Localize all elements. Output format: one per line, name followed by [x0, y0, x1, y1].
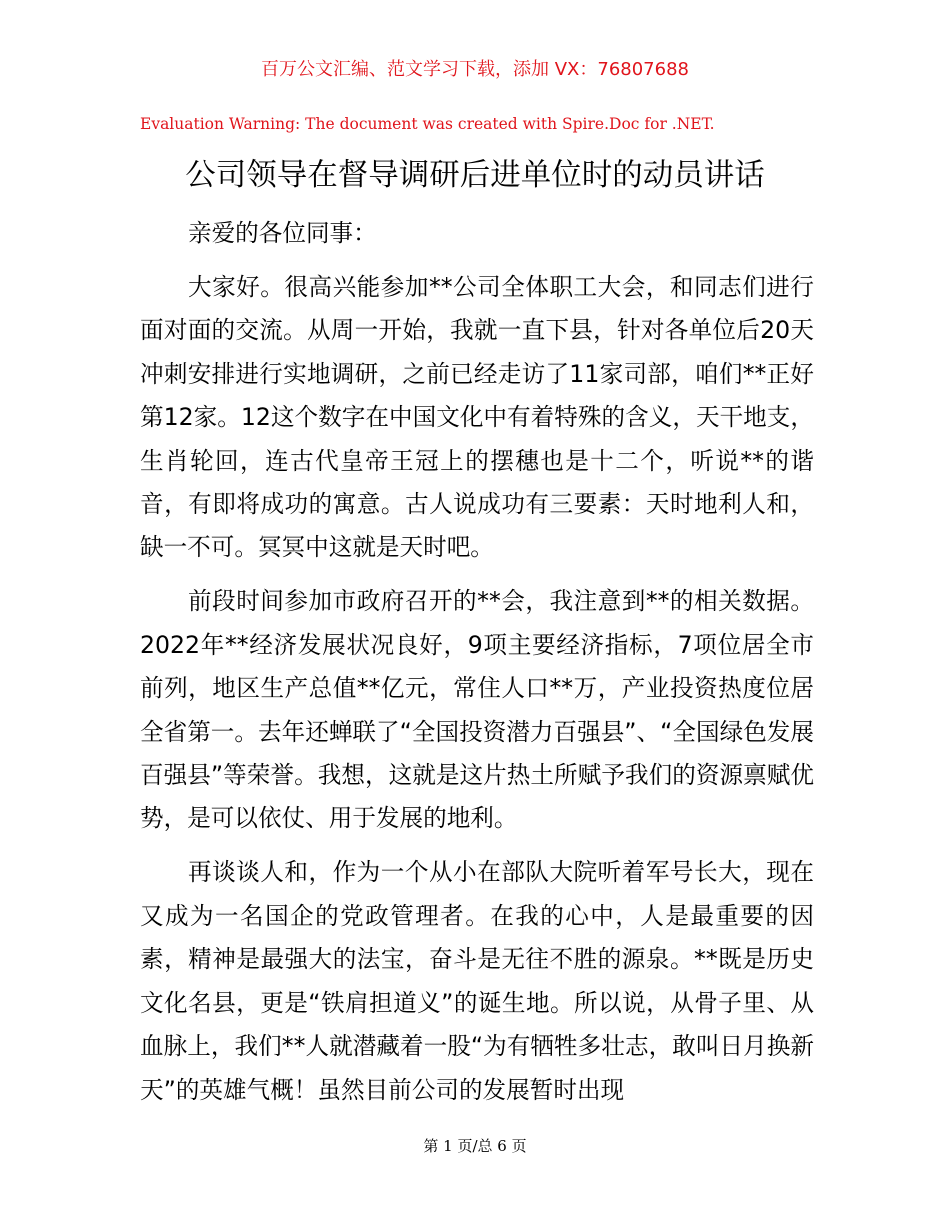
- page-number-footer: 第 1 页/总 6 页: [423, 1137, 527, 1155]
- document-title: 公司领导在督导调研后进单位时的动员讲话: [185, 158, 765, 193]
- paragraph-3: 再谈谈人和，作为一个从小在部队大院听着军号长大，现在又成为一名国企的党政管理者。在我的心中，人是最重要的因素，精神是最强大的法宝，奋斗是无往不胜的源泉。**既是历史文化名县，更是“铁肩担道义”的诞生地。所以说，从骨子里、从血脉上，我们**人就潜藏着一股“为有牺牲多壮志，敢叫日月换新天”的英雄气概！虽然目前公司的发展暂时出现: [140, 858, 814, 1104]
- salutation: 亲爱的各位同事：: [188, 219, 377, 247]
- header-banner: 百万公文汇编、范文学习下载，添加 VX：76807688: [261, 59, 689, 80]
- evaluation-warning: Evaluation Warning: The document was created with Spire.Doc for .NET.: [140, 115, 715, 133]
- paragraph-2: 前段时间参加市政府召开的**会，我注意到**的相关数据。2022年**经济发展状况良好，9项主要经济指标，7项位居全市前列，地区生产总值**亿元，常住人口**万，产业投资热度位居全省第一。去年还蝉联了“全国投资潜力百强县”、“全国绿色发展百强县”等荣誉。我想，这就是这片热土所赋予我们的资源禀赋优势，是可以依仗、用于发展的地利。: [140, 587, 814, 833]
- document-body: [140, 212, 814, 1123]
- paragraph-1: 大家好。很高兴能参加**公司全体职工大会，和同志们进行面对面的交流。从周一开始，我就一直下县，针对各单位后20天冲刺安排进行实地调研，之前已经走访了11家司部，咱们**正好第12家。12这个数字在中国文化中有着特殊的含义，天干地支，生肖轮回，连古代皇帝王冠上的摆穗也是十二个，听说**的谐音，有即将成功的寓意。古人说成功有三要素：天时地利人和，缺一不可。冥冥中这就是天时吧。: [140, 273, 814, 562]
